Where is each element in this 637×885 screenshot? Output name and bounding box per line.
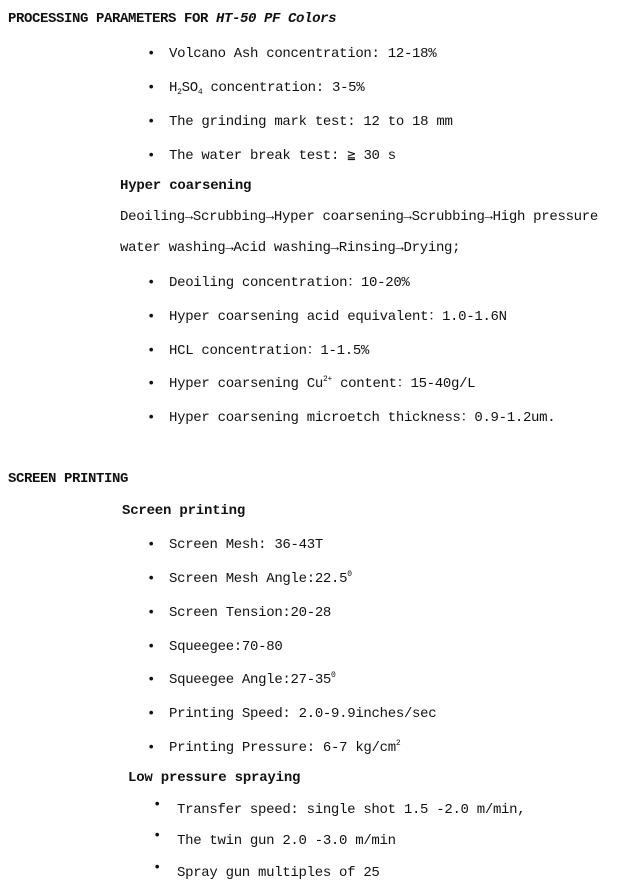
degree-sup: 0 <box>347 570 352 579</box>
formula-sub-4: 4 <box>197 88 203 97</box>
section-title-screen-printing: SCREEN PRINTING <box>8 471 129 487</box>
list-item <box>147 409 556 427</box>
bullet-icon: • <box>147 706 156 722</box>
bullet-icon: • <box>153 828 162 844</box>
list-item-text: The water break test: ≧ 30 s <box>169 148 396 164</box>
list-item-text: Transfer speed: single shot 1.5 -2.0 m/min, <box>177 802 526 818</box>
list-item <box>147 604 332 622</box>
list-item <box>147 739 401 757</box>
list-item-text: The twin gun 2.0 -3.0 m/min <box>177 833 396 849</box>
list-item-text: Hyper coarsening microetch thickness：0.9-1.2um. <box>169 410 556 426</box>
list-item-text: Screen Mesh Angle:22.5 <box>169 571 348 587</box>
subsection-title-hyper-coarsening: Hyper coarsening <box>120 178 252 194</box>
section-title-product: HT-50 PF Colors <box>216 11 337 27</box>
degree-sup: 0 <box>331 671 336 680</box>
list-item-text: HCL concentration：1-1.5% <box>169 343 370 359</box>
list-item-text: Hyper coarsening acid equivalent：1.0-1.6N <box>169 309 507 325</box>
bullet-icon: • <box>147 309 156 325</box>
bullet-icon: • <box>147 672 156 688</box>
bullet-icon: • <box>147 537 156 553</box>
list-item-text: content：15-40g/L <box>340 376 476 392</box>
list-item <box>147 147 396 165</box>
formula-h: H <box>169 80 178 96</box>
list-item <box>153 860 380 882</box>
list-item-text: Screen Mesh: 36-43T <box>169 537 323 553</box>
list-item-text: Printing Speed: 2.0-9.9inches/sec <box>169 706 437 722</box>
list-item-text: concentration: 3-5% <box>210 80 365 96</box>
list-item <box>147 79 365 97</box>
chemical-formula <box>169 80 202 96</box>
cu-charge: 2+ <box>322 375 332 384</box>
bullet-icon: • <box>153 860 162 876</box>
bullet-icon: • <box>147 571 156 587</box>
bullet-icon: • <box>147 148 156 164</box>
subsection-title-low-pressure-spraying: Low pressure spraying <box>128 770 301 786</box>
list-item-text: Printing Pressure: 6-7 kg/cm <box>169 740 396 756</box>
subsection-title-screen-printing: Screen printing <box>122 503 246 519</box>
list-item <box>153 797 526 819</box>
section-title-processing-parameters <box>8 11 336 27</box>
list-item <box>147 705 437 723</box>
bullet-icon: • <box>147 343 156 359</box>
list-item-text: Squeegee:70-80 <box>169 639 283 655</box>
bullet-icon: • <box>153 797 162 813</box>
list-item <box>147 638 283 656</box>
formula-so: SO <box>181 80 198 96</box>
bullet-icon: • <box>147 639 156 655</box>
list-item-text: Deoiling concentration：10-20% <box>169 275 410 291</box>
list-item <box>147 308 507 326</box>
list-item <box>147 375 476 393</box>
process-flow-line-1: Deoiling→Scrubbing→Hyper coarsening→Scrubbing→High pressure <box>120 209 598 225</box>
list-item <box>147 570 352 588</box>
section-title-prefix: PROCESSING PARAMETERS FOR <box>8 11 217 27</box>
formula-sub-2: 2 <box>177 88 182 97</box>
list-item-text: Squeegee Angle:27-35 <box>169 672 332 688</box>
list-item <box>147 342 370 360</box>
bullet-icon: • <box>147 275 156 291</box>
list-item <box>147 113 453 131</box>
list-item-text: The grinding mark test: 12 to 18 mm <box>169 114 453 130</box>
process-flow-line-2: water washing→Acid washing→Rinsing→Drying; <box>120 240 461 256</box>
cu-label: Hyper coarsening Cu <box>169 376 323 392</box>
list-item <box>147 45 437 63</box>
bullet-icon: • <box>147 410 156 426</box>
list-item <box>153 828 396 850</box>
square-sup: 2 <box>395 739 401 748</box>
list-item-text: Screen Tension:20-28 <box>169 605 332 621</box>
bullet-icon: • <box>147 114 156 130</box>
list-item-text: Spray gun multiples of 25 <box>177 865 380 881</box>
list-item <box>147 274 410 292</box>
bullet-icon: • <box>147 80 156 96</box>
bullet-icon: • <box>147 605 156 621</box>
list-item-text: Volcano Ash concentration: 12-18% <box>169 46 437 62</box>
bullet-icon: • <box>147 740 156 756</box>
list-item <box>147 536 323 554</box>
bullet-icon: • <box>147 376 156 392</box>
list-item <box>147 671 336 689</box>
bullet-icon: • <box>147 46 156 62</box>
